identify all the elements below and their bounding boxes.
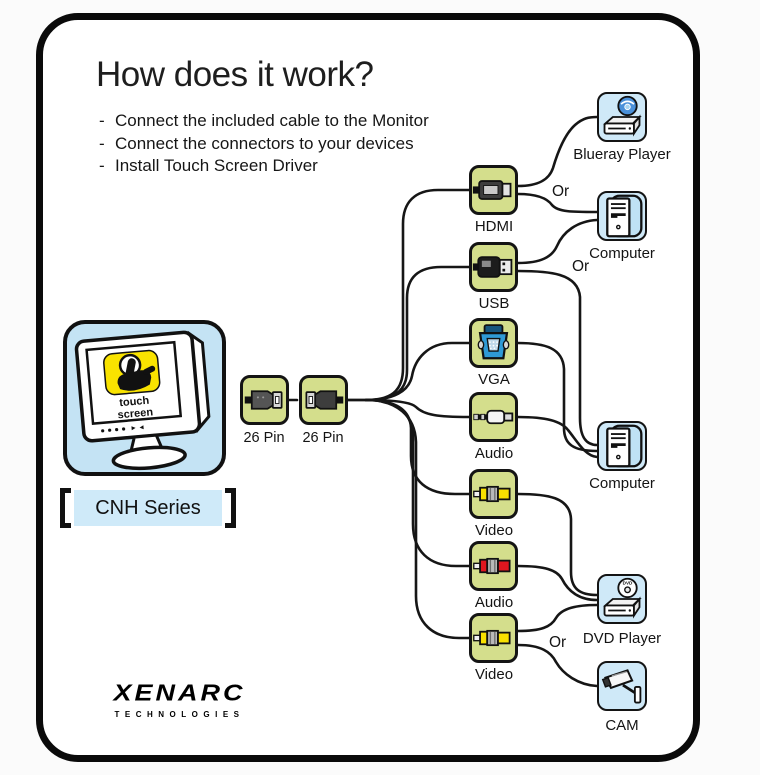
- series-label-row: [60, 488, 236, 528]
- computer-tower-icon: [599, 423, 645, 469]
- hdmi-label: HDMI: [474, 218, 514, 235]
- vga-plug-icon: [472, 320, 515, 366]
- audio-rca-plug-icon: [472, 543, 515, 589]
- blueray-player-icon: [599, 94, 645, 140]
- or-label-hdmi: Or: [552, 183, 570, 200]
- video-rca-2-label: Video: [474, 666, 514, 683]
- page-title: How does it work?: [96, 55, 374, 94]
- instruction-text: Install Touch Screen Driver: [115, 156, 318, 175]
- 26pin-connector-icon: [243, 377, 286, 423]
- video-rca-plug-icon: [472, 615, 515, 661]
- audio-rca-connector-block: [469, 541, 518, 591]
- audio-jack-connector-block: [469, 392, 518, 442]
- audio-rca-label: Audio: [474, 594, 514, 611]
- computer-2-label: Computer: [589, 475, 655, 492]
- blueray-player-label: Blueray Player: [573, 146, 671, 163]
- dvd-player-block: [597, 574, 647, 624]
- cable-26pin-left-block: [240, 375, 289, 425]
- dvd-player-icon: [599, 576, 645, 622]
- instruction-item: [99, 133, 429, 156]
- dvd-disc-text: DVD: [622, 580, 633, 586]
- instruction-text: Connect the included cable to the Monitor: [115, 111, 429, 130]
- audio-minijack-icon: [472, 394, 515, 440]
- or-label-usb: Or: [572, 258, 590, 275]
- hdmi-connector-block: [469, 165, 518, 215]
- security-camera-icon: [599, 663, 645, 709]
- vga-connector-block: [469, 318, 518, 368]
- cable-26pin-right-block: [299, 375, 348, 425]
- blueray-player-block: [597, 92, 647, 142]
- screen-label: screen: [117, 406, 154, 422]
- video-rca-2-connector-block: [469, 613, 518, 663]
- computer-tower-icon: [599, 193, 645, 239]
- hdmi-plug-icon: [472, 167, 515, 213]
- logo-tagline-text: TECHNOLOGIES: [114, 710, 245, 719]
- usb-plug-icon: [472, 244, 515, 290]
- instruction-item: [99, 110, 429, 133]
- touch-label: touch: [118, 394, 150, 410]
- logo-brand-text: XENARC: [113, 680, 246, 706]
- right-bracket: [225, 488, 236, 528]
- series-label: CNH Series: [74, 490, 222, 526]
- bullet-dash: -: [99, 156, 105, 175]
- bullet-dash: -: [99, 111, 105, 130]
- touch-screen-monitor-icon: [67, 324, 222, 472]
- video-rca-label: Video: [474, 522, 514, 539]
- instruction-item: [99, 155, 429, 178]
- audio-jack-label: Audio: [474, 445, 514, 462]
- video-rca-plug-icon: [472, 471, 515, 517]
- usb-label: USB: [478, 295, 510, 312]
- left-bracket: [60, 488, 71, 528]
- bullet-dash: -: [99, 133, 105, 153]
- dvd-player-label: DVD Player: [582, 630, 662, 647]
- instruction-text: Connect the connectors to your devices: [115, 133, 414, 153]
- video-rca-connector-block: [469, 469, 518, 519]
- monitor-block: [63, 320, 226, 476]
- cam-block: [597, 661, 647, 711]
- 26pin-left-label: 26 Pin: [243, 430, 285, 446]
- computer-2-block: [597, 421, 647, 471]
- vga-label: VGA: [478, 371, 510, 388]
- computer-1-block: [597, 191, 647, 241]
- 26pin-right-label: 26 Pin: [302, 430, 344, 446]
- usb-connector-block: [469, 242, 518, 292]
- xenarc-logo: [92, 678, 267, 719]
- computer-1-label: Computer: [589, 245, 655, 262]
- 26pin-connector-icon: [302, 377, 345, 423]
- or-label-video: Or: [549, 634, 567, 651]
- cam-label: CAM: [605, 717, 639, 734]
- instructions-list: [99, 110, 429, 178]
